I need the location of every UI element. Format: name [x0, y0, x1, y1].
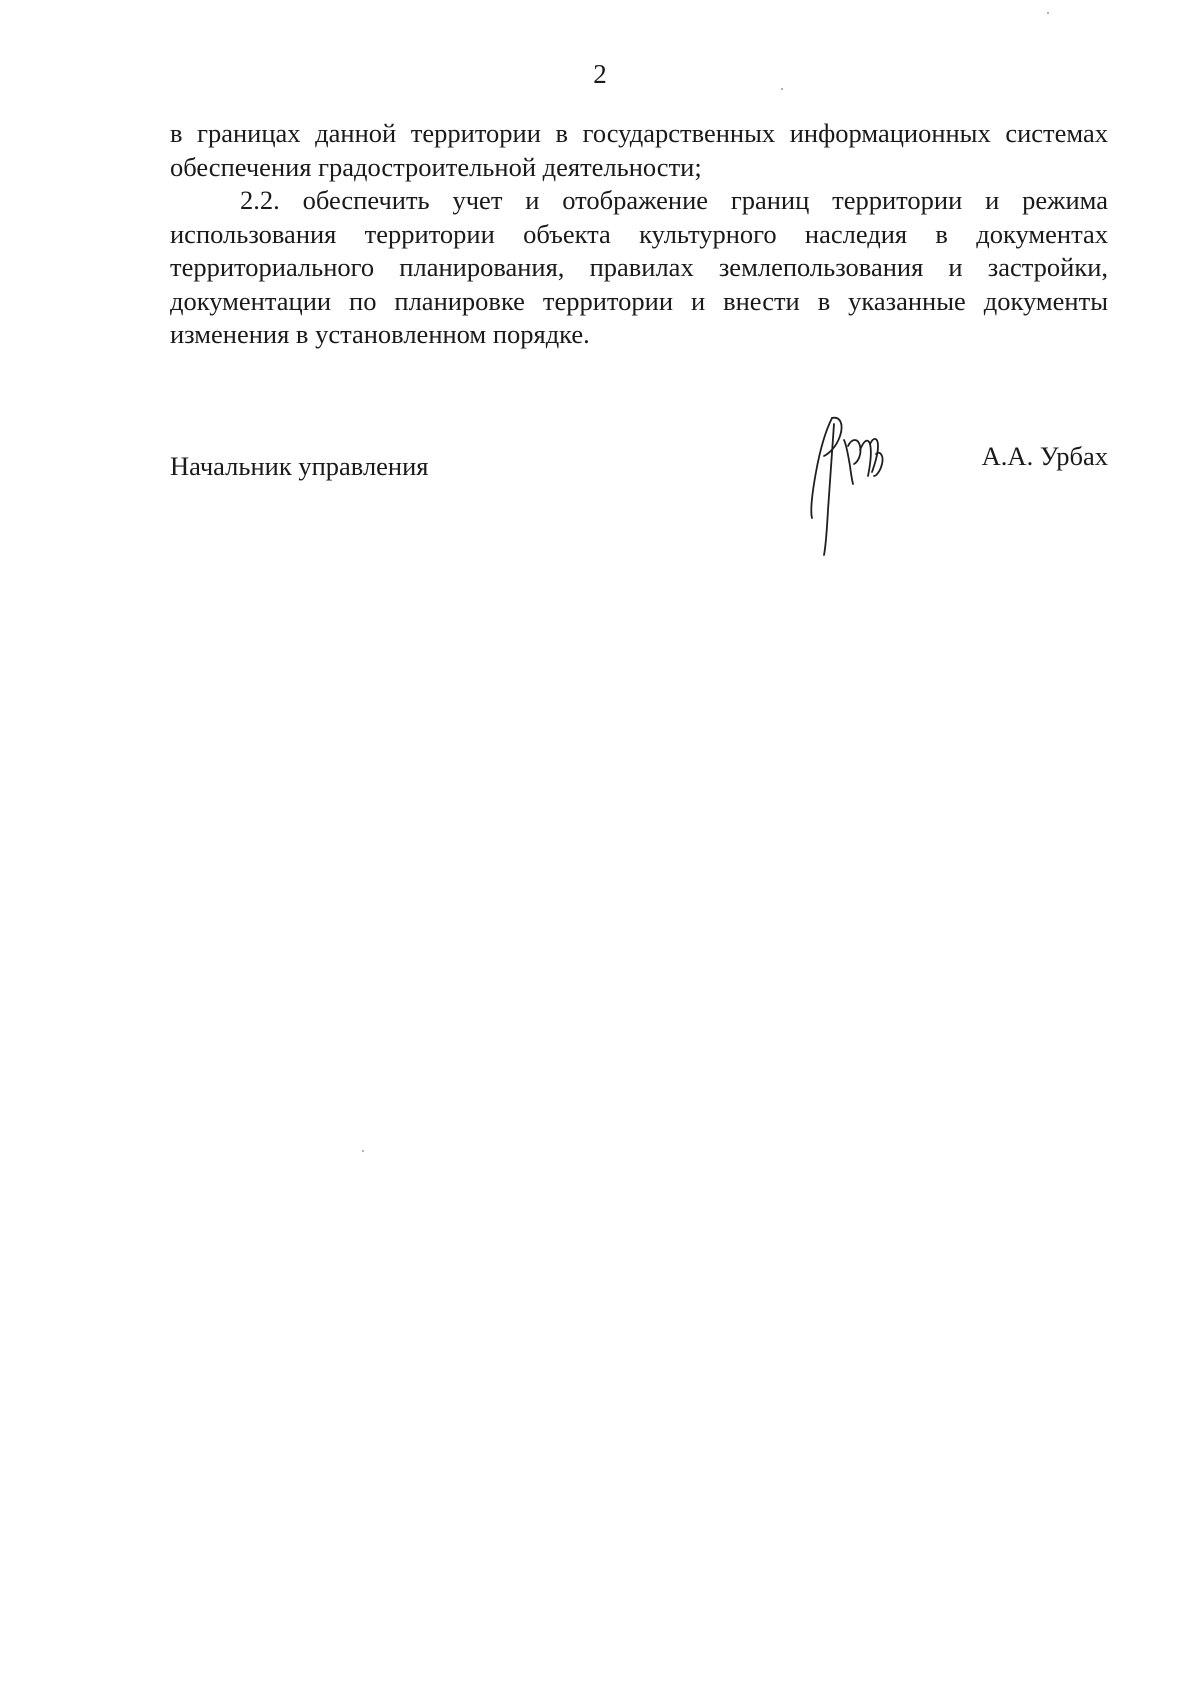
handwritten-signature — [800, 410, 900, 560]
signature-block — [170, 441, 1108, 490]
paragraph-continuation: в границах данной территории в государственных информационных системах обеспечения градостроительной деятельности; — [170, 118, 1108, 182]
page-number: 2 — [593, 59, 607, 89]
document-body — [170, 117, 1108, 352]
signer-name: А.А. Урбах — [981, 441, 1108, 471]
scan-speck — [1047, 12, 1049, 14]
signer-position: Начальник управления — [170, 451, 429, 481]
scan-speck — [781, 88, 783, 90]
paragraph-item-2-2: 2.2. обеспечить учет и отображение границ территории и режима использования территории объекта культурного наследия в документах территориального планирования, правилах землепользования и застройки, документации по планировке территории и внести в указанные документы изменения в установленном порядке. — [170, 185, 1108, 349]
scan-speck — [362, 1150, 364, 1152]
